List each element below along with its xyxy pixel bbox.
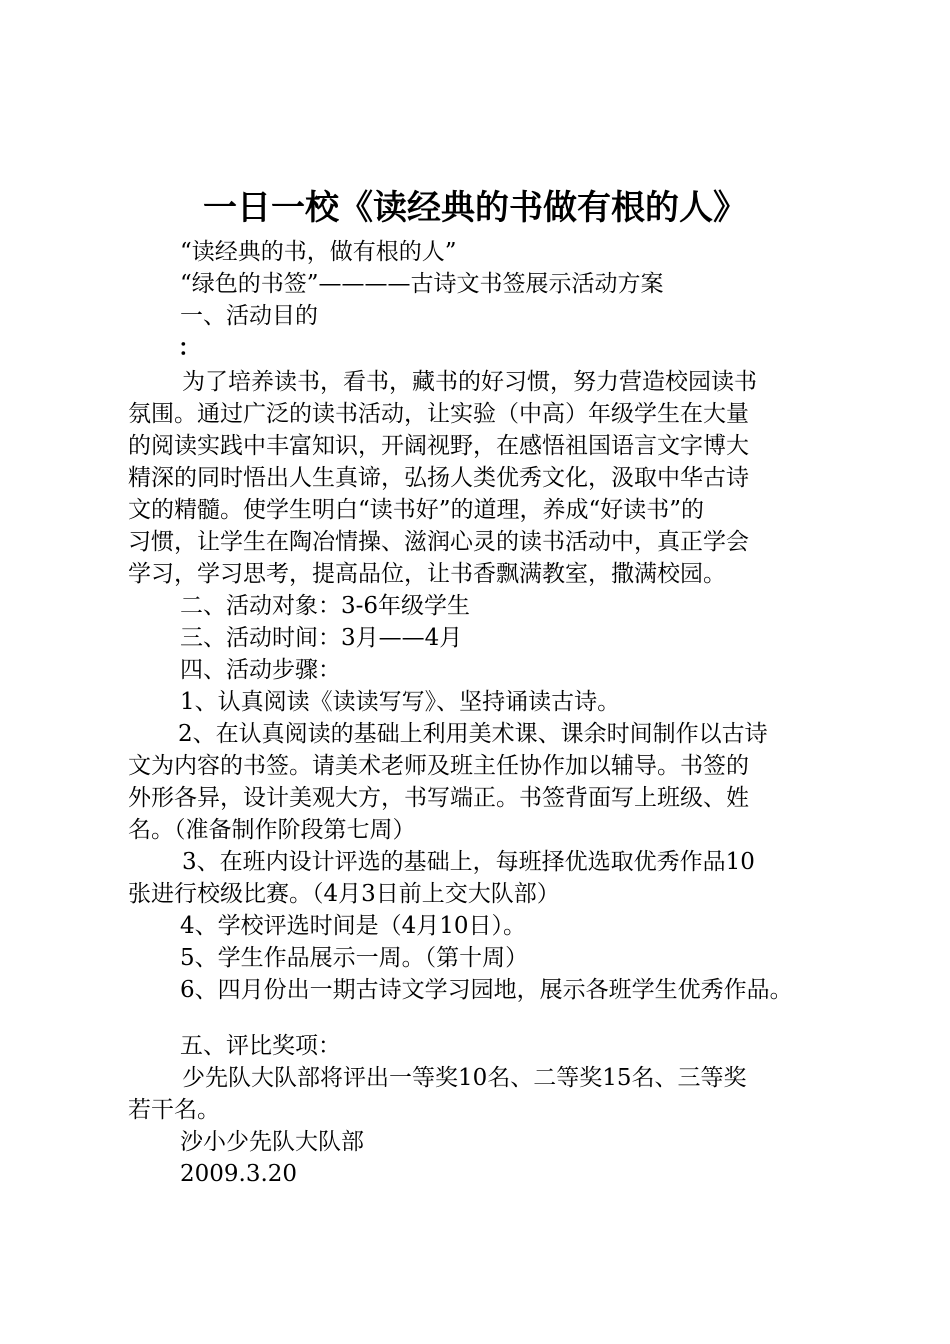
subtitle-2: “绿色的书签”————古诗文书签展示活动方案 [180, 271, 664, 297]
section-5-heading: 五、评比奖项： [180, 1033, 341, 1059]
step-3-line-1: 3、在班内设计评选的基础上，每班择优选取优秀作品10 [182, 849, 755, 875]
purpose-line-7: 学习，学习思考，提高品位，让书香飘满教室，撒满校园。 [128, 561, 726, 587]
date: 2009.3.20 [180, 1161, 298, 1187]
subtitle-1: “读经典的书，做有根的人” [180, 239, 457, 265]
step-1: 1、认真阅读《读读写写》、坚持诵读古诗。 [180, 689, 621, 715]
section-3-time: 三、活动时间：3月——4月 [180, 625, 463, 651]
blank-gap [128, 1006, 840, 1030]
step-6: 6、四月份出一期古诗文学习园地，展示各班学生优秀作品。 [180, 977, 793, 1003]
purpose-line-5: 文的精髓。使学生明白“读书好”的道理，养成“好读书”的 [128, 497, 705, 523]
purpose-line-3: 的阅读实践中丰富知识，开阔视野，在感悟祖国语言文字博大 [128, 433, 749, 459]
section-1-heading: 一、活动目的 [180, 303, 318, 329]
step-2-line-1: 2、在认真阅读的基础上利用美术课、课余时间制作以古诗 [178, 721, 768, 747]
purpose-line-2: 氛围。通过广泛的读书活动，让实验（中高）年级学生在大量 [128, 401, 749, 427]
document-body [128, 236, 840, 1190]
step-2-line-2: 文为内容的书签。请美术老师及班主任协作加以辅导。书签的 [128, 753, 749, 779]
step-2-line-3: 外形各异，设计美观大方，书写端正。书签背面写上班级、姓 [128, 785, 749, 811]
section-1-colon: ： [178, 334, 201, 361]
document-title: 一日一校《读经典的书做有根的人》 [203, 188, 747, 228]
step-3-line-2: 张进行校级比赛。（4月3日前上交大队部） [128, 881, 560, 907]
award-line-2: 若干名。 [128, 1097, 220, 1123]
section-4-heading: 四、活动步骤： [180, 657, 341, 683]
purpose-line-1: 为了培养读书，看书，藏书的好习惯，努力营造校园读书 [182, 369, 757, 395]
purpose-line-6: 习惯，让学生在陶冶情操、滋润心灵的读书活动中，真正学会 [128, 529, 749, 555]
award-line-1: 少先队大队部将评出一等奖10名、二等奖15名、三等奖 [182, 1065, 747, 1091]
section-2-target: 二、活动对象：3-6年级学生 [180, 593, 471, 619]
purpose-line-4: 精深的同时悟出人生真谛，弘扬人类优秀文化，汲取中华古诗 [128, 465, 749, 491]
signature: 沙小少先队大队部 [180, 1129, 364, 1155]
step-2-line-4: 名。（准备制作阶段第七周） [128, 817, 416, 843]
step-5: 5、学生作品展示一周。（第十周） [180, 945, 529, 971]
step-4: 4、学校评选时间是（4月10日）。 [180, 913, 527, 939]
